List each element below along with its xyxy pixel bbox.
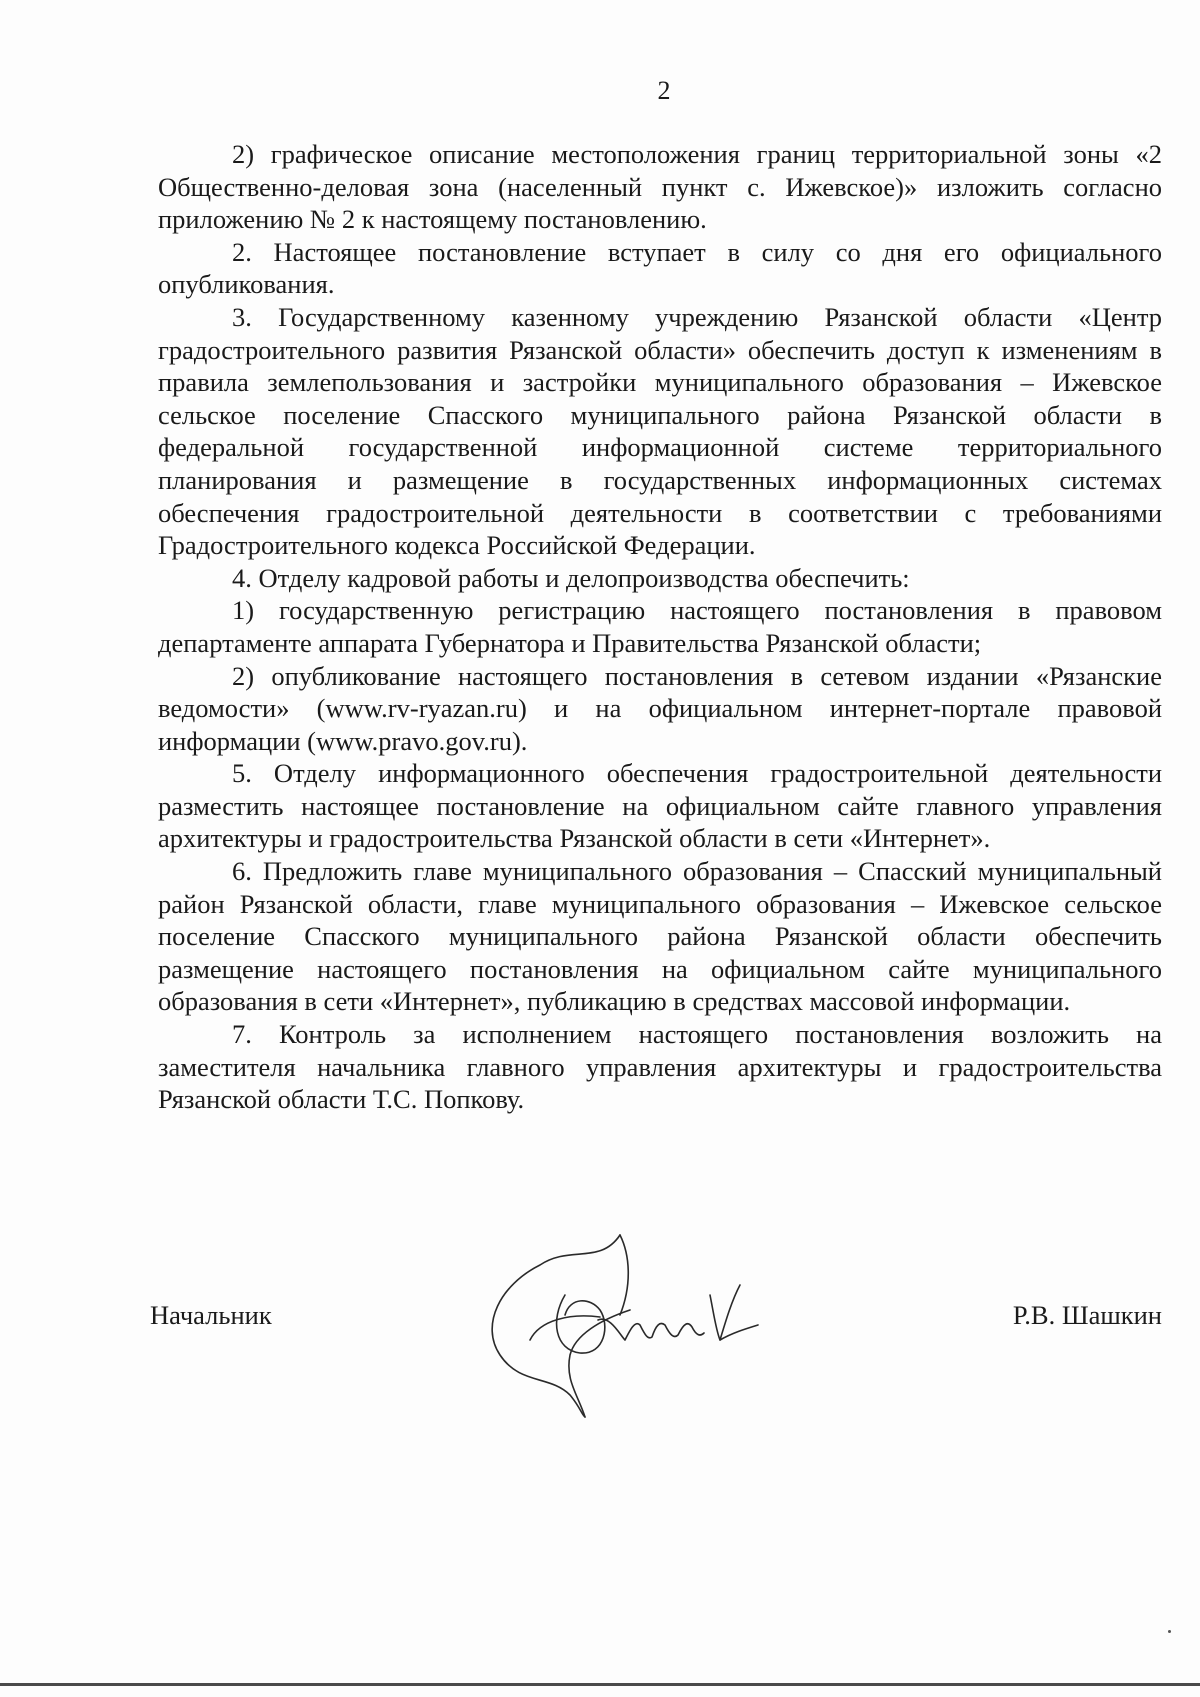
scan-bottom-edge bbox=[0, 1683, 1200, 1686]
paragraph-4-1-registration: 1) государственную регистрацию настоящего постановления в правовом департаменте аппарата Губернатора и Правительства Рязанской области; bbox=[158, 595, 1162, 658]
paragraph-5-info-department: 5. Отделу информационного обеспечения градостроительной деятельности разместить настоящее постановление на официальном сайте главного управления архитектуры и градостроительства Рязанской области в сети «Интернет». bbox=[158, 758, 1162, 854]
document-body bbox=[158, 138, 1162, 1116]
paragraph-6-municipal-heads: 6. Предложить главе муниципального образования – Спасский муниципальный район Рязанской области, главе муниципального образования – Ижевское сельское поселение Спасского муниципального района Рязанской области обеспечить размещение настоящего постановления на официальном сайте муниципального образования в сети «Интернет», публикацию в средствах массовой информации. bbox=[158, 856, 1162, 1017]
signatory-title: Начальник bbox=[150, 1300, 272, 1330]
paragraph-item-2-graphic-description: 2) графическое описание местоположения границ территориальной зоны «2 Общественно-деловая зона (населенный пункт с. Ижевское)» изложить согласно приложению № 2 к настоящему постановлению. bbox=[158, 139, 1162, 235]
paragraph-4-2-publication: 2) опубликование настоящего постановления в сетевом издании «Рязанские ведомости» (www.rv-ryazan.ru) и на официальном интернет-портале правовой информации (www.pravo.gov.ru). bbox=[158, 660, 1162, 756]
paragraph-7-control: 7. Контроль за исполнением настоящего постановления возложить на заместителя начальника главного управления архитектуры и градостроительства Рязанской области Т.С. Попкову. bbox=[158, 1019, 1162, 1115]
paragraph-2-effective-date: 2. Настоящее постановление вступает в силу со дня его официального опубликования. bbox=[158, 236, 1162, 300]
signatory-name: Р.В. Шашкин bbox=[1012, 1300, 1162, 1330]
page-number: 2 bbox=[657, 76, 671, 105]
paragraph-3-access-provision: 3. Государственному казенному учреждению Рязанской области «Центр градостроительного развития Рязанской области» обеспечить доступ к изменениям в правила землепользования и застройки муниципального образования – Ижевское сельское поселение Спасского муниципального района Рязанской области в федеральной государственной информационной системе территориального планирования и размещение в государственных информационных системах обеспечения градостроительной деятельности в соответствии с требованиями Градостроительного кодекса Российской Федерации. bbox=[158, 301, 1162, 561]
signature-block bbox=[150, 1300, 1162, 1340]
scan-speck bbox=[1168, 1630, 1171, 1633]
paragraph-4-hr-department: 4. Отделу кадровой работы и делопроизводства обеспечить: bbox=[232, 562, 910, 593]
